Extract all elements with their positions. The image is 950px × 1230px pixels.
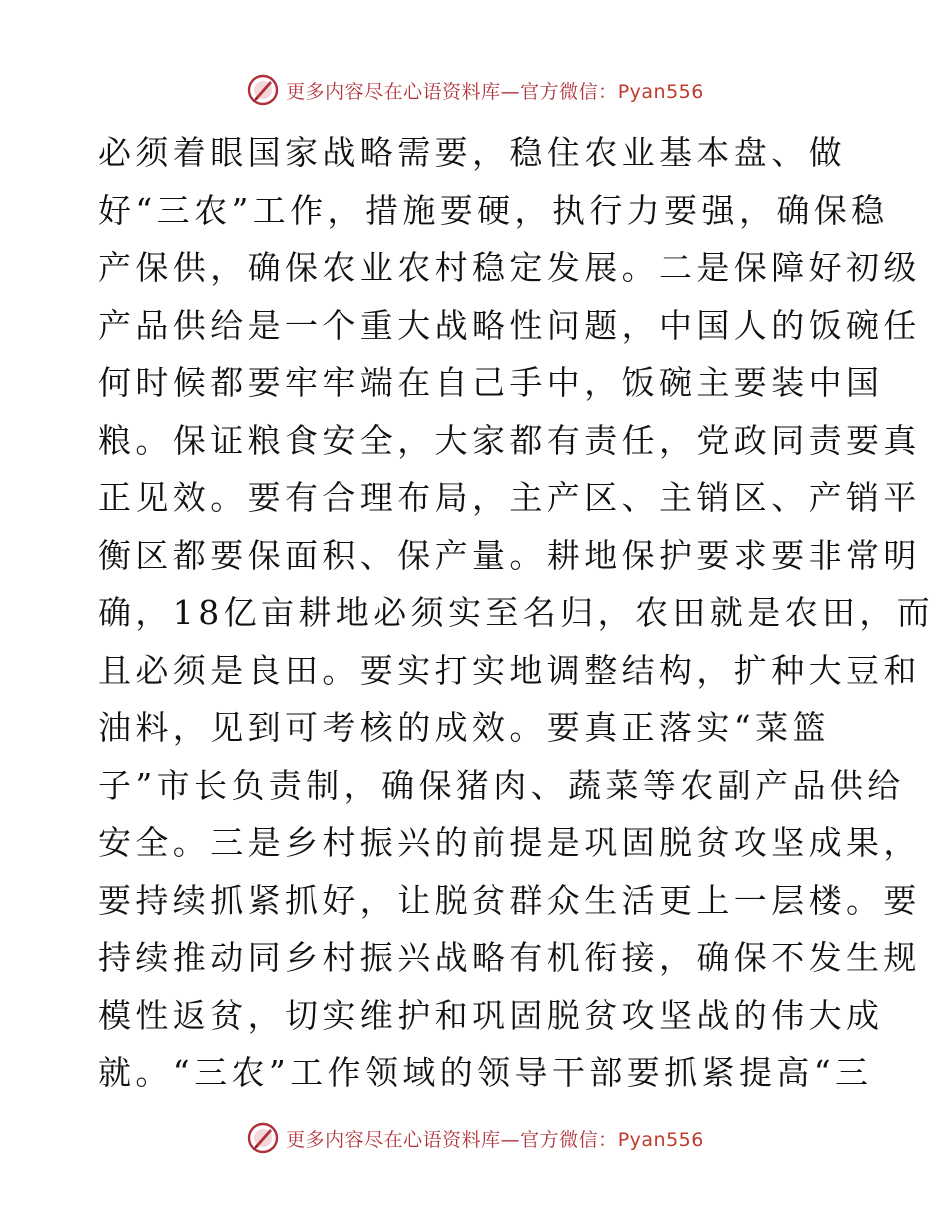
text-line: 子”市长负责制，确保猪肉、蔬菜等农副产品供给 — [98, 765, 905, 805]
watermark-text: 更多内容尽在心语资料库—官方微信：Pyan556 — [286, 80, 704, 103]
text-line: 油料，见到可考核的成效。要真正落实“菜篮 — [98, 708, 830, 747]
watermark-text: 更多内容尽在心语资料库—官方微信：Pyan556 — [286, 1128, 704, 1151]
text-line: 必须着眼国家战略需要，稳住农业基本盘、做 — [98, 133, 846, 172]
text-line: 安全。三是乡村振兴的前提是巩固脱贫攻坚成果， — [98, 823, 921, 862]
header-watermark — [0, 70, 950, 110]
text-line: 产保供，确保农业农村稳定发展。二是保障好初级 — [98, 248, 921, 287]
text-line: 要持续抓紧抓好，让脱贫群众生活更上一层楼。要 — [98, 880, 921, 920]
text-line: 模性返贫，切实维护和巩固脱贫攻坚战的伟大成 — [98, 995, 884, 1035]
text-line: 粮。保证粮食安全，大家都有责任，党政同责要真 — [98, 420, 921, 460]
footer-watermark — [0, 1118, 950, 1158]
document-body — [98, 124, 935, 1102]
text-line: 衡区都要保面积、保产量。耕地保护要求要非常明 — [98, 535, 921, 575]
quill-logo-icon — [246, 1121, 280, 1155]
text-line: 就。“三农”工作领域的领导干部要抓紧提高“三 — [98, 1053, 873, 1092]
text-line: 且必须是良田。要实打实地调整结构，扩种大豆和 — [98, 650, 921, 690]
text-line: 何时候都要牢牢端在自己手中，饭碗主要装中国 — [98, 363, 884, 402]
text-line: 确，18亿亩耕地必须实至名归，农田就是农田，而 — [98, 593, 935, 632]
text-line: 产品供给是一个重大战略性问题，中国人的饭碗任 — [98, 305, 921, 345]
text-line: 正见效。要有合理布局，主产区、主销区、产销平 — [98, 478, 921, 517]
text-line: 持续推动同乡村振兴战略有机衔接，确保不发生规 — [98, 938, 921, 977]
quill-logo-icon — [246, 73, 280, 107]
text-line: 好“三农”工作，措施要硬，执行力要强，确保稳 — [98, 190, 889, 230]
